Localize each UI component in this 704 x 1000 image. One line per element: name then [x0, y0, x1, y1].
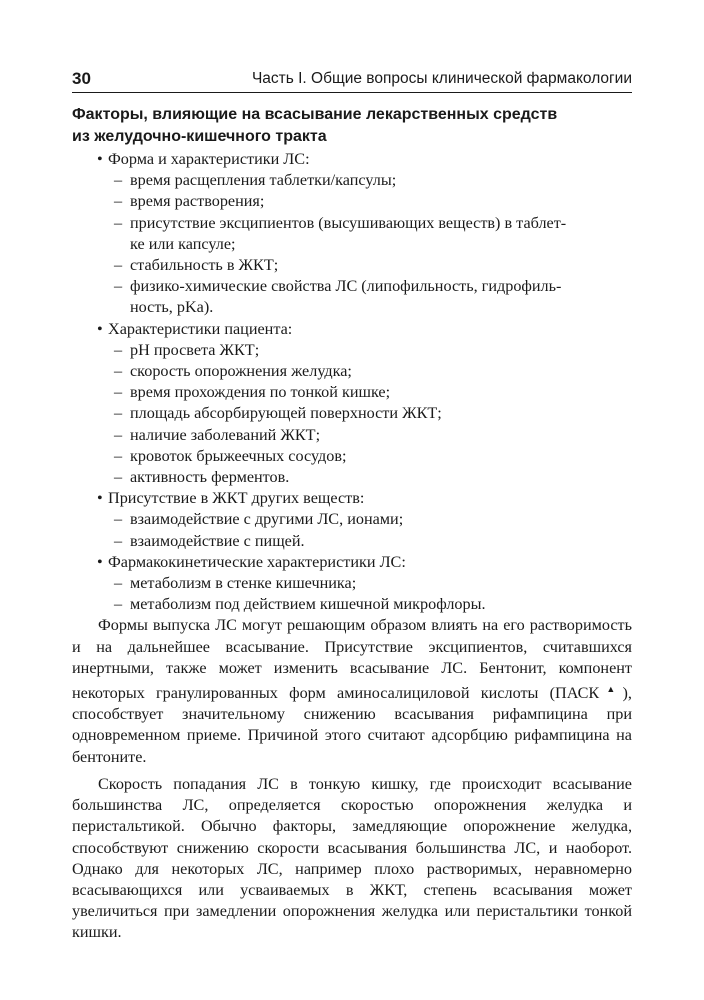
- dash-icon: –: [114, 425, 123, 444]
- dash-icon: –: [114, 383, 123, 402]
- list-item: – pH просвета ЖКТ;: [72, 340, 632, 361]
- dash-icon: –: [114, 404, 123, 423]
- bullet-icon: •: [97, 489, 103, 508]
- section-title: [72, 104, 632, 148]
- list-item: – взаимодействие с пищей.: [72, 531, 632, 552]
- dash-icon: –: [114, 510, 123, 529]
- list-item: – стабильность в ЖКТ;: [72, 255, 632, 276]
- bullet-icon: •: [97, 319, 103, 338]
- dash-icon: –: [114, 340, 123, 359]
- dash-icon: –: [114, 446, 123, 465]
- list-item: – активность ферментов.: [72, 467, 632, 488]
- list-group-title: • Форма и характеристики ЛС:: [72, 149, 632, 170]
- running-title: Часть I. Общие вопросы клинической фармакологии: [251, 70, 632, 87]
- dash-icon: –: [114, 192, 123, 211]
- triangle-marker-icon: ▲: [599, 684, 623, 695]
- list-item: – площадь абсорбирующей поверхности ЖКТ;: [72, 403, 632, 424]
- dash-icon: –: [114, 256, 123, 275]
- list-item-continuation: ность, pKa).: [130, 298, 214, 317]
- bullet-icon: •: [97, 150, 103, 168]
- list-item: – присутствие эксципиентов (высушивающих веществ) в таблет-: [72, 213, 632, 234]
- list-item: – кровоток брыжеечных сосудов;: [72, 446, 632, 467]
- dash-icon: –: [114, 574, 123, 593]
- list-item: – время прохождения по тонкой кишке;: [72, 382, 632, 403]
- list-item: – метаболизм под действием кишечной микрофлоры.: [72, 594, 632, 615]
- factor-list: [72, 149, 632, 615]
- list-group-title: • Характеристики пациента:: [72, 319, 632, 340]
- section-title-line: из желудочно-кишечного тракта: [72, 128, 327, 145]
- dash-icon: –: [114, 468, 123, 487]
- bullet-icon: •: [97, 552, 103, 571]
- list-group-title: • Присутствие в ЖКТ других веществ:: [72, 488, 632, 509]
- list-item: – время растворения;: [72, 191, 632, 212]
- list-item-continuation: ке или капсуле;: [130, 234, 236, 253]
- list-item: – метаболизм в стенке кишечника;: [72, 573, 632, 594]
- dash-icon: –: [114, 362, 123, 381]
- list-item: – физико-химические свойства ЛС (липофильность, гидрофиль-: [72, 276, 632, 297]
- list-item: – время расщепления таблетки/капсулы;: [72, 170, 632, 191]
- list-item: – скорость опорожнения желудка;: [72, 361, 632, 382]
- list-item: – наличие заболеваний ЖКТ;: [72, 425, 632, 446]
- list-group-title: • Фармакокинетические характеристики ЛС:: [72, 552, 632, 573]
- body-paragraph: Скорость попадания ЛС в тонкую кишку, где происходит всасывание большинства ЛС, определяется скоростью опорожнения желудка и перистальтикой. Обычно факторы, замедляющие опорожнение желудка, способствуют снижению скорости всасывания большинства ЛС, и наоборот. Однако для некоторых ЛС, например плохо растворимых, неравномерно всасывающихся или усваиваемых в ЖКТ, степень всасывания может увеличиться при замедлении опорожнения желудка или перистальтики тонкой кишки.: [72, 774, 632, 942]
- dash-icon: –: [114, 171, 123, 190]
- list-item: – взаимодействие с другими ЛС, ионами;: [72, 509, 632, 530]
- page-header: [72, 68, 632, 93]
- dash-icon: –: [114, 595, 123, 614]
- dash-icon: –: [114, 277, 123, 296]
- dash-icon: –: [114, 531, 123, 550]
- body-paragraph: Формы выпуска ЛС могут решающим образом влиять на его растворимость и на дальнейшее всасывание. Присутствие эксципиентов, считавшихся инертными, также может изменить всасывание ЛС. Бентонит, компонент некоторых гранулированных форм аминосалициловой кислоты (ПАСК▲), способствует значительному снижению всасывания рифампицина при одновременном приеме. Причиной этого считают адсорбцию рифампицина на бентоните.: [72, 616, 632, 766]
- page-number: 30: [72, 69, 91, 88]
- section-title-line: Факторы, влияющие на всасывание лекарственных средств: [72, 106, 558, 123]
- page-content: [72, 104, 632, 944]
- dash-icon: –: [114, 213, 123, 232]
